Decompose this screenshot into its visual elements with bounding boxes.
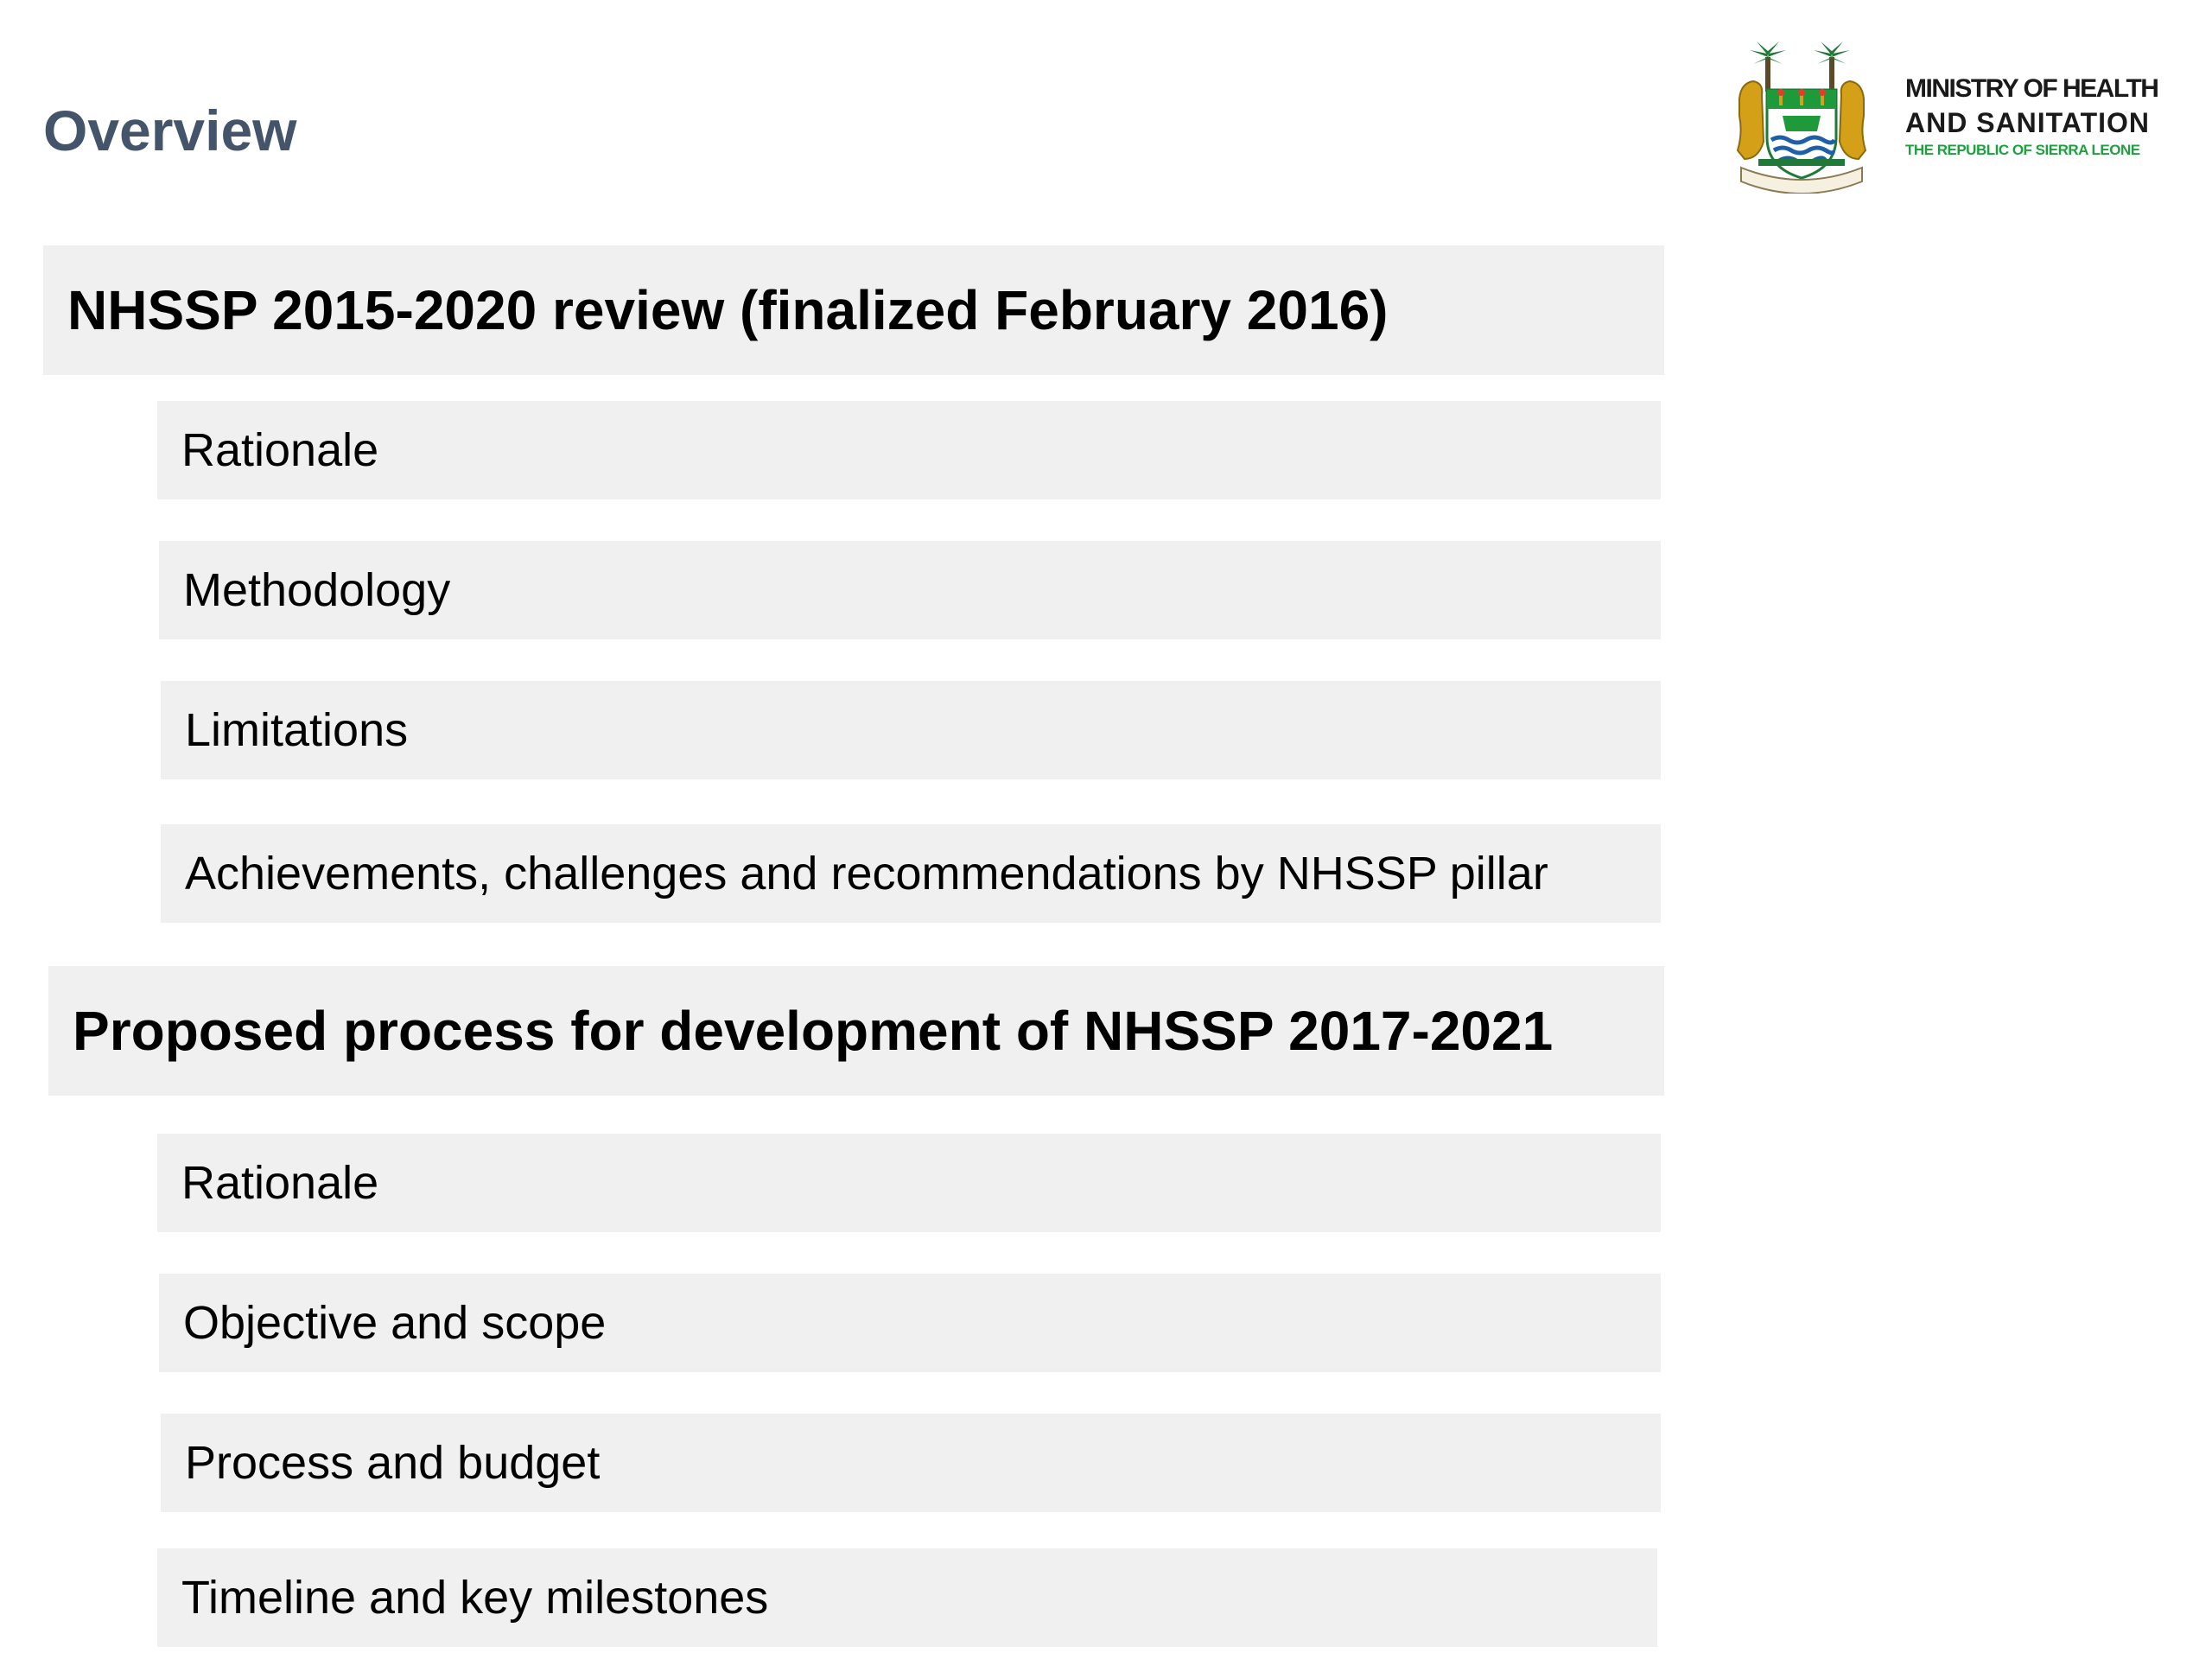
ministry-logo	[1724, 38, 2182, 194]
list-item-rationale-2: Rationale	[157, 1134, 1661, 1232]
section-heading-nhssp-review: NHSSP 2015-2020 review (finalized February 2016)	[43, 245, 1664, 375]
section-heading-proposed-process: Proposed process for development of NHSSP 2017-2021	[48, 966, 1664, 1096]
ministry-country: THE REPUBLIC OF SIERRA LEONE	[1905, 142, 2140, 158]
list-item-process-budget: Process and budget	[161, 1414, 1661, 1512]
slide-title: Overview	[43, 99, 297, 162]
ministry-name-line1: MINISTRY OF HEALTH	[1905, 74, 2158, 103]
sierra-leone-coat-of-arms-icon	[1724, 38, 1879, 194]
list-item-rationale: Rationale	[157, 401, 1661, 499]
list-item-objective-scope: Objective and scope	[159, 1274, 1661, 1372]
list-item-achievements: Achievements, challenges and recommendations by NHSSP pillar	[161, 824, 1661, 923]
list-item-limitations: Limitations	[161, 681, 1661, 779]
ministry-name-line2: AND SANITATION	[1905, 107, 2151, 138]
list-item-timeline-milestones: Timeline and key milestones	[157, 1548, 1657, 1647]
list-item-methodology: Methodology	[159, 541, 1661, 639]
